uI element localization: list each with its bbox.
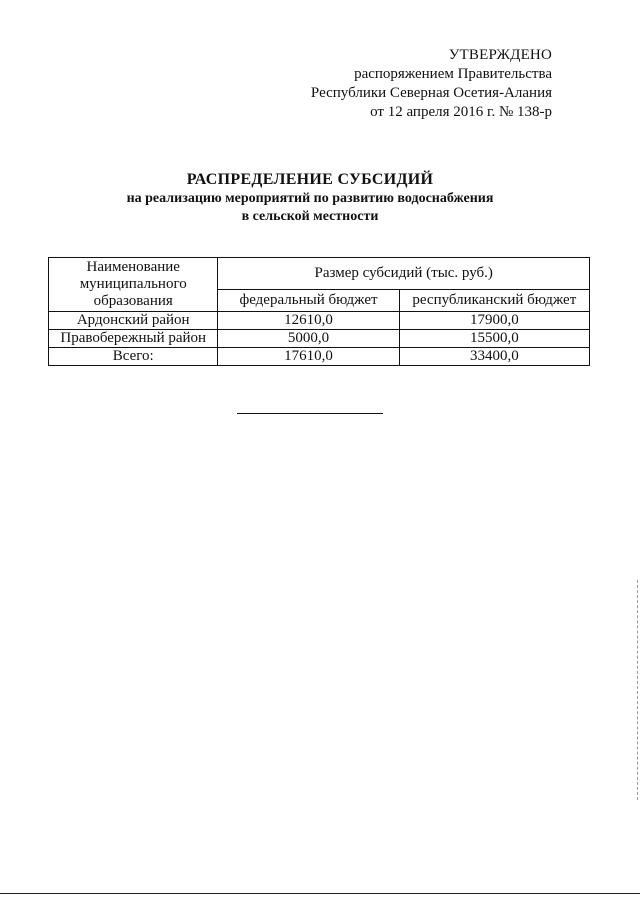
approval-heading: УТВЕРЖДЕНО bbox=[448, 47, 552, 63]
approval-line-3: от 12 апреля 2016 г. № 138-р bbox=[370, 104, 552, 120]
title-main: РАСПРЕДЕЛЕНИЕ СУБСИДИЙ bbox=[186, 171, 434, 188]
header-subsidy-size: Размер субсидий (тыс. руб.) bbox=[218, 258, 590, 290]
approval-line-1: распоряжением Правительства bbox=[354, 66, 552, 82]
approval-stamp bbox=[311, 46, 552, 122]
end-divider bbox=[237, 413, 383, 414]
table-body bbox=[49, 312, 590, 366]
cell-federal: 5000,0 bbox=[218, 330, 399, 348]
cell-republic: 17900,0 bbox=[399, 312, 589, 330]
scan-edge-right bbox=[637, 580, 638, 800]
cell-total-federal: 17610,0 bbox=[218, 348, 399, 366]
cell-federal: 12610,0 bbox=[218, 312, 399, 330]
cell-republic: 15500,0 bbox=[399, 330, 589, 348]
cell-municipality: Правобережный район bbox=[49, 330, 218, 348]
table-header bbox=[49, 258, 590, 312]
title-line-3: в сельской местности bbox=[241, 209, 379, 224]
cell-total-republic: 33400,0 bbox=[399, 348, 589, 366]
cell-municipality: Ардонский район bbox=[49, 312, 218, 330]
subsidy-table bbox=[48, 257, 590, 366]
table-header-row bbox=[49, 258, 590, 290]
header-federal-budget: федеральный бюджет bbox=[218, 290, 399, 312]
table-row bbox=[49, 330, 590, 348]
approval-line-2: Республики Северная Осетия-Алания bbox=[310, 85, 552, 101]
document-title bbox=[0, 170, 620, 226]
scan-edge-bottom bbox=[0, 893, 640, 894]
title-line-2: на реализацию мероприятий по развитию водоснабжения bbox=[126, 191, 494, 206]
cell-total-label: Всего: bbox=[49, 348, 218, 366]
table-row-total bbox=[49, 348, 590, 366]
header-municipality: Наименование муниципального образования bbox=[49, 258, 218, 312]
table-row bbox=[49, 312, 590, 330]
header-republic-budget: республиканский бюджет bbox=[399, 290, 589, 312]
